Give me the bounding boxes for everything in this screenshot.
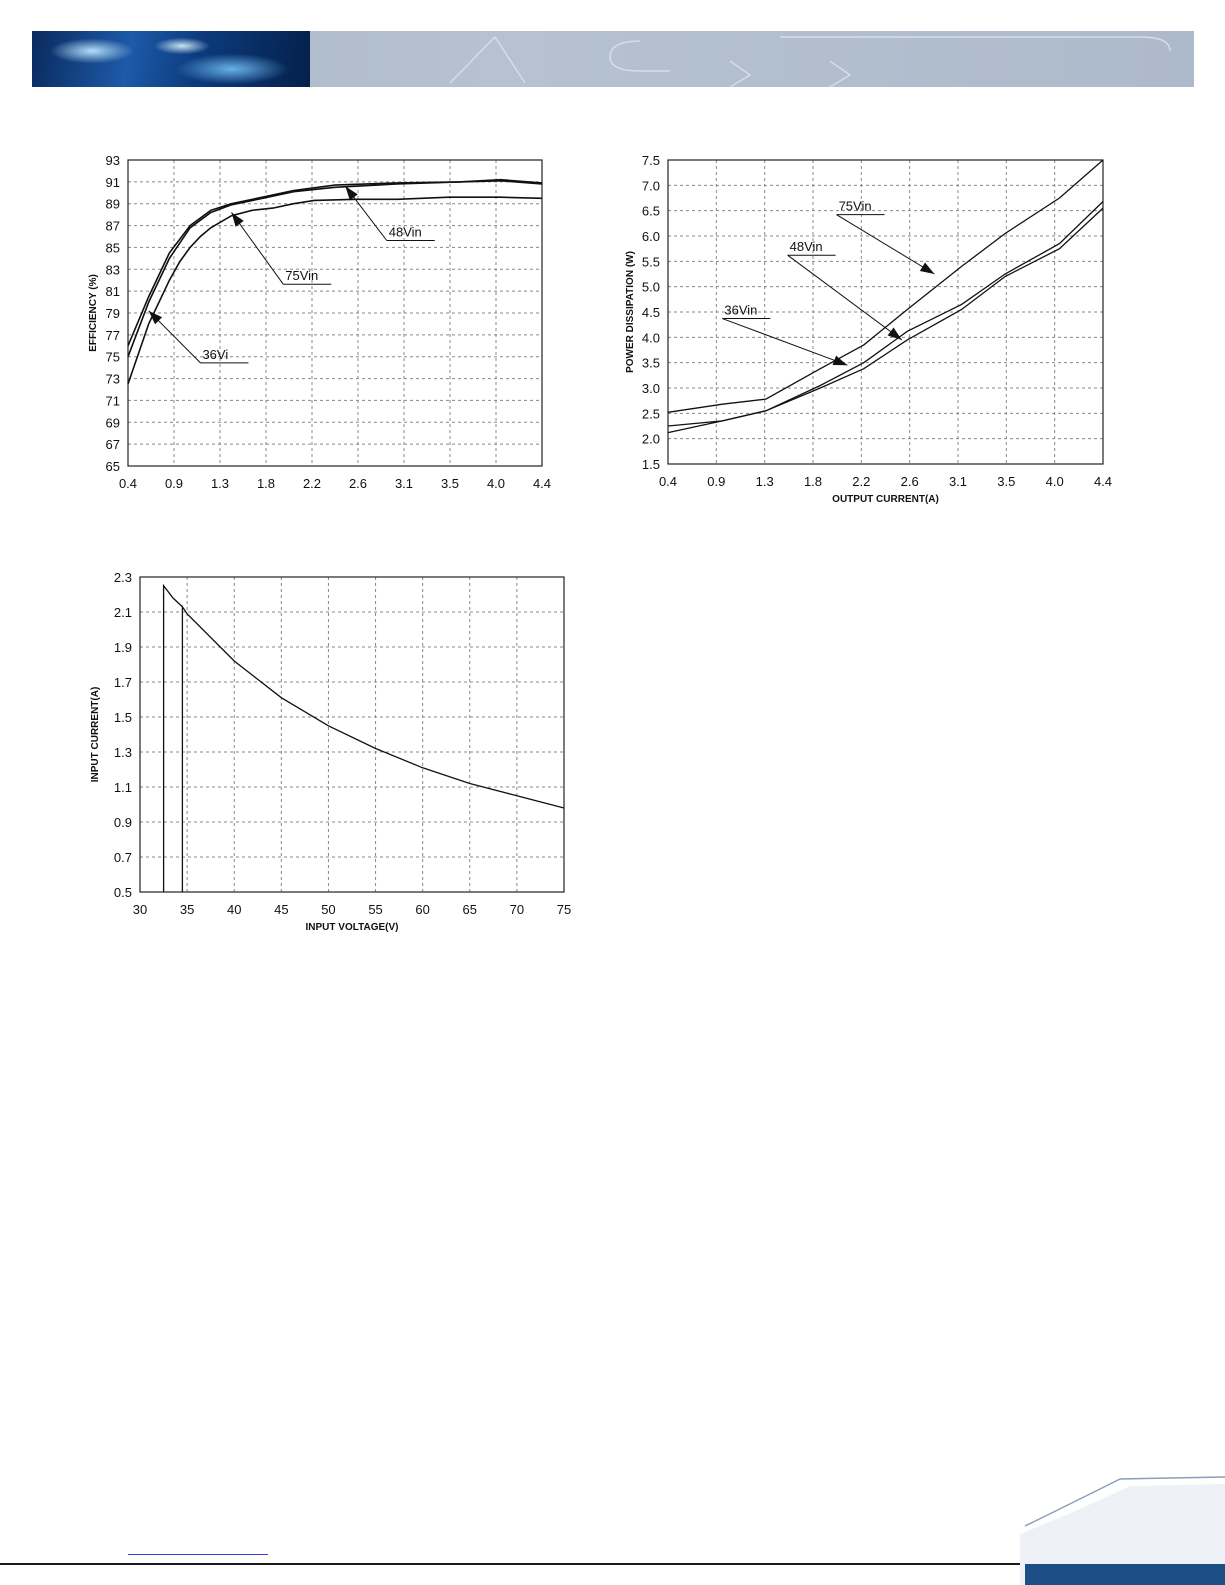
y-tick-label: 5.0 [641, 279, 660, 295]
x-tick-label: 4.4 [532, 476, 552, 491]
y-tick-label: 7.0 [641, 178, 660, 194]
y-tick-label: 6.5 [641, 203, 660, 219]
y-tick-label: 1.9 [113, 640, 132, 655]
power-dissipation-chart [615, 140, 1135, 520]
y-tick-label: 89 [105, 196, 120, 212]
x-tick-label: 3.1 [394, 476, 414, 491]
annotation-arrowhead [833, 356, 848, 366]
y-tick-label: 0.7 [113, 850, 132, 865]
x-tick-label: 1.3 [210, 476, 230, 491]
x-tick-label: 3.5 [440, 476, 460, 491]
x-tick-label: 3.5 [997, 474, 1016, 489]
x-tick-label: 0.9 [707, 474, 726, 489]
x-tick-label: 1.8 [256, 476, 276, 491]
y-tick-label: 75 [105, 349, 120, 365]
x-tick-label: 1.8 [803, 474, 823, 489]
x-tick-label: 2.6 [900, 474, 919, 489]
chart-svg [70, 555, 600, 945]
x-tick-label: 50 [321, 902, 336, 917]
annotation-label: 75Vin [285, 268, 319, 284]
y-tick-label: 0.5 [113, 885, 132, 900]
x-tick-label: 2.2 [852, 474, 871, 489]
efficiency-chart [70, 140, 590, 520]
series-line-36Vi [128, 180, 542, 346]
x-tick-label: 70 [509, 902, 525, 917]
y-axis-label: INPUT CURRENT(A) [90, 686, 101, 783]
x-tick-label: 0.4 [658, 474, 678, 489]
series-line-75Vin [668, 160, 1103, 412]
header-logo-watermark [310, 31, 1194, 87]
y-tick-label: 91 [105, 174, 120, 190]
header-photo [32, 31, 310, 87]
x-tick-label: 75 [556, 902, 572, 917]
x-tick-label: 40 [226, 902, 242, 917]
y-tick-label: 4.5 [641, 305, 660, 320]
y-tick-label: 69 [105, 415, 120, 431]
y-axis-label: EFFICIENCY (%) [88, 274, 99, 352]
y-tick-label: 4.0 [641, 330, 660, 346]
y-axis-label: POWER DISSIPATION (W) [625, 251, 636, 373]
annotation-label: 36Vin [724, 302, 758, 318]
x-tick-label: 4.4 [1093, 474, 1113, 489]
annotation-leader [722, 319, 847, 366]
series-line-0 [164, 586, 564, 892]
y-tick-label: 79 [105, 306, 120, 321]
input-current-chart [70, 555, 600, 945]
y-tick-label: 1.1 [113, 780, 132, 795]
x-axis-label: INPUT VOLTAGE(V) [305, 922, 399, 933]
annotation-leader [788, 255, 902, 340]
x-tick-label: 55 [368, 902, 383, 917]
y-tick-label: 3.0 [641, 381, 660, 396]
x-axis-label: OUTPUT CURRENT(A) [832, 494, 939, 505]
footer-decoration [1020, 1474, 1225, 1585]
annotation-label: 36Vi [202, 346, 229, 362]
annotation-arrowhead [345, 186, 357, 200]
y-tick-label: 1.5 [113, 710, 132, 725]
x-tick-label: 65 [462, 902, 478, 917]
x-tick-label: 0.4 [118, 476, 138, 491]
footer-link-underline[interactable] [128, 1554, 268, 1555]
y-tick-label: 85 [105, 240, 120, 256]
y-tick-label: 1.3 [113, 745, 132, 760]
x-tick-label: 30 [132, 902, 148, 917]
y-tick-label: 67 [105, 437, 120, 453]
plot-frame [140, 577, 564, 892]
y-tick-label: 65 [105, 459, 120, 474]
y-tick-label: 6.0 [641, 229, 660, 244]
annotation-label: 48Vin [388, 224, 422, 240]
x-tick-label: 1.3 [755, 474, 774, 489]
x-tick-label: 60 [415, 902, 430, 917]
annotation-arrowhead [888, 328, 902, 340]
y-tick-label: 7.5 [641, 153, 660, 168]
x-tick-label: 0.9 [164, 476, 184, 491]
y-tick-label: 87 [105, 218, 120, 234]
header-banner [32, 31, 1194, 87]
y-tick-label: 2.1 [113, 605, 132, 620]
y-tick-label: 77 [105, 327, 120, 343]
x-tick-label: 2.2 [302, 476, 322, 491]
x-tick-label: 4.0 [1045, 474, 1064, 489]
y-tick-label: 3.5 [641, 355, 660, 371]
annotation-label: 75Vin [838, 198, 872, 214]
y-tick-label: 71 [105, 393, 120, 409]
series-line-36Vin [668, 208, 1103, 433]
y-tick-label: 93 [105, 153, 120, 168]
y-tick-label: 83 [105, 262, 120, 278]
chart-svg [70, 140, 590, 520]
annotation-arrowhead [920, 262, 935, 274]
y-tick-label: 2.0 [641, 431, 660, 447]
y-tick-label: 1.5 [641, 457, 660, 472]
y-tick-label: 81 [105, 284, 120, 300]
x-tick-label: 45 [274, 902, 289, 917]
x-tick-label: 3.1 [948, 474, 968, 489]
y-tick-label: 2.3 [113, 570, 132, 585]
y-tick-label: 1.7 [113, 675, 132, 690]
chart-svg [615, 140, 1135, 520]
x-tick-label: 4.0 [486, 476, 506, 491]
annotation-leader [837, 215, 935, 274]
series-line-48Vin [128, 181, 542, 357]
x-tick-label: 2.6 [348, 476, 368, 491]
annotation-label: 48Vin [789, 239, 823, 255]
y-tick-label: 2.5 [641, 406, 660, 422]
x-tick-label: 35 [179, 902, 195, 917]
y-tick-label: 0.9 [113, 815, 132, 830]
y-tick-label: 73 [105, 371, 120, 387]
y-tick-label: 5.5 [641, 254, 660, 270]
